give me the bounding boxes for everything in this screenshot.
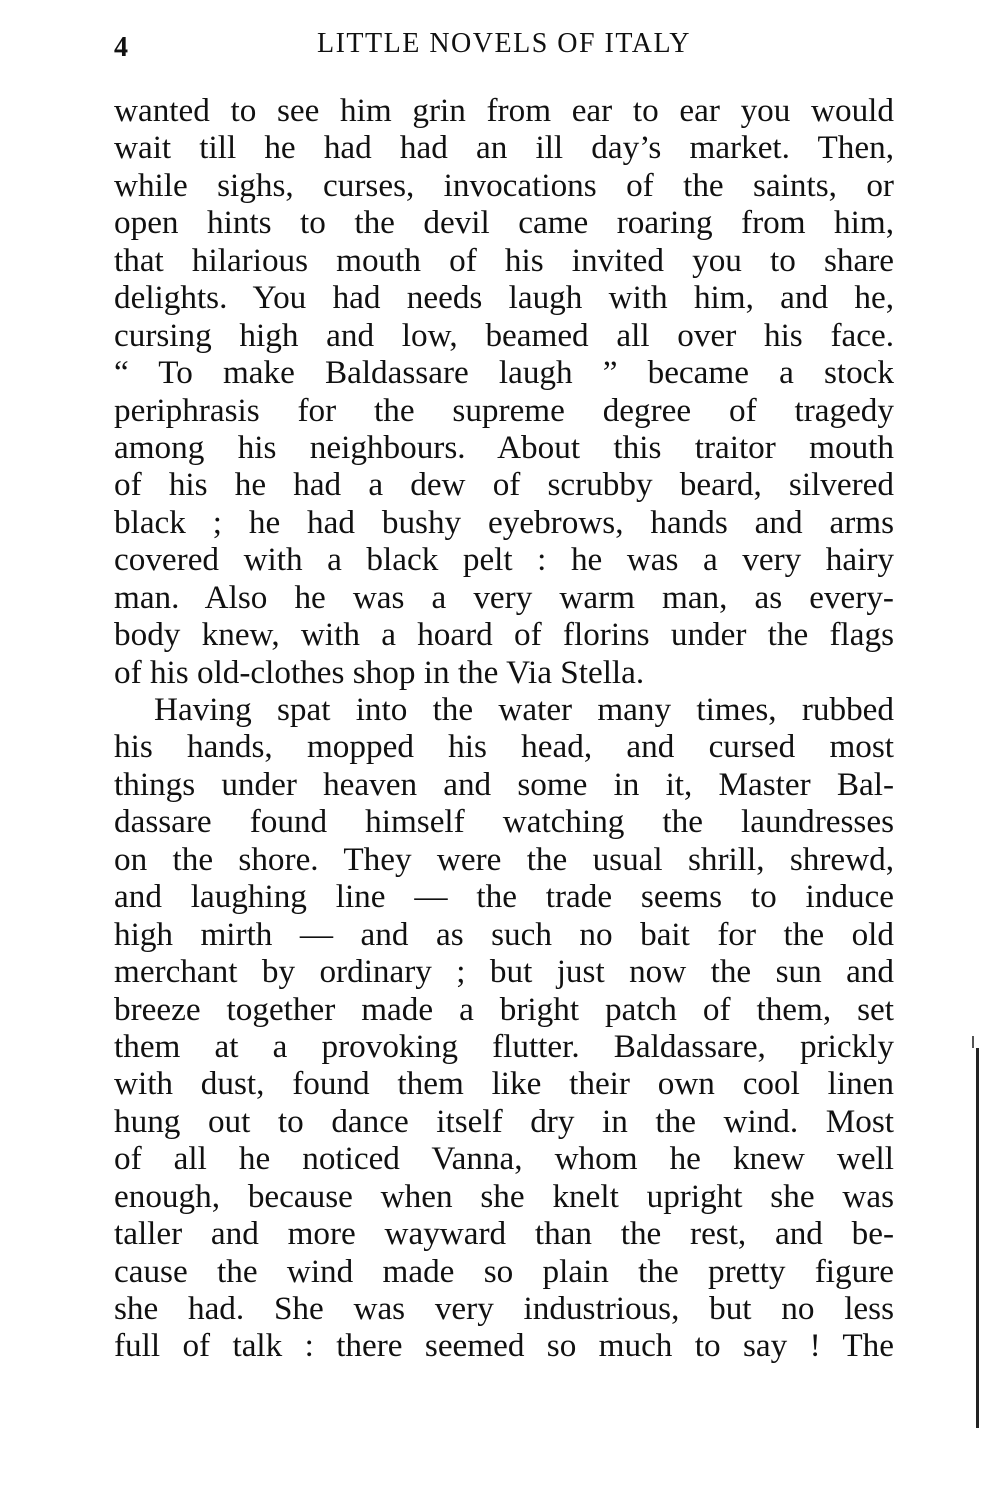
text-line: that hilarious mouth of his invited you to share bbox=[114, 241, 894, 279]
paragraph-first-line: Having spat into the water many times, rubbed bbox=[154, 691, 894, 728]
text-line: hung out to dance itself dry in the wind. Most bbox=[114, 1102, 894, 1140]
running-head bbox=[114, 26, 894, 66]
text-line: on the shore. They were the usual shrill, shrewd, bbox=[114, 840, 894, 878]
text-line: periphrasis for the supreme degree of tragedy bbox=[114, 391, 894, 429]
text-line: full of talk : there seemed so much to say ! The bbox=[114, 1327, 894, 1365]
running-title: LITTLE NOVELS OF ITALY bbox=[316, 28, 691, 59]
text-line: high mirth — and as such no bait for the old bbox=[114, 915, 894, 953]
text-line: dassare found himself watching the laundresses bbox=[114, 803, 894, 841]
text-line: his hands, mopped his head, and cursed most bbox=[114, 728, 894, 766]
text-line: black ; he had bushy eyebrows, hands and arms bbox=[114, 503, 894, 541]
scan-edge-line bbox=[976, 1048, 979, 1428]
text-line: things under heaven and some in it, Master Bal- bbox=[114, 765, 894, 803]
scan-edge-mark bbox=[972, 1036, 974, 1048]
page-number: 4 bbox=[114, 32, 128, 63]
text-line: cause the wind made so plain the pretty figure bbox=[114, 1252, 894, 1290]
text-line: and laughing line — the trade seems to induce bbox=[114, 878, 894, 916]
text-line: enough, because when she knelt upright she was bbox=[114, 1177, 894, 1215]
text-line: among his neighbours. About this traitor mouth bbox=[114, 428, 894, 466]
text-line: body knew, with a hoard of florins under the flags bbox=[114, 616, 894, 654]
text-line: open hints to the devil came roaring from him, bbox=[114, 204, 894, 242]
paragraph-last-line: of his old-clothes shop in the Via Stella. bbox=[114, 653, 645, 691]
text-line: taller and more wayward than the rest, and be- bbox=[114, 1215, 894, 1253]
text-line: wanted to see him grin from ear to ear you would bbox=[114, 92, 894, 129]
text-line: delights. You had needs laugh with him, and he, bbox=[114, 279, 894, 317]
text-line: man. Also he was a very warm man, as every- bbox=[114, 578, 894, 616]
text-line: “ To make Baldassare laugh ” became a stock bbox=[114, 354, 894, 392]
text-line: merchant by ordinary ; but just now the sun and bbox=[114, 953, 894, 991]
text-line: of his he had a dew of scrubby beard, silvered bbox=[114, 466, 894, 504]
text-line: covered with a black pelt : he was a very hairy bbox=[114, 541, 894, 579]
text-line: of all he noticed Vanna, whom he knew well bbox=[114, 1140, 894, 1178]
text-line: she had. She was very industrious, but no less bbox=[114, 1290, 894, 1327]
body-text bbox=[114, 92, 894, 1365]
text-line: wait till he had had an ill day’s market. Then, bbox=[114, 129, 894, 167]
text-line: cursing high and low, beamed all over his face. bbox=[114, 316, 894, 354]
text-line: while sighs, curses, invocations of the saints, or bbox=[114, 166, 894, 204]
text-line: with dust, found them like their own cool linen bbox=[114, 1065, 894, 1103]
text-line: breeze together made a bright patch of them, set bbox=[114, 990, 894, 1028]
text-line: them at a provoking flutter. Baldassare, prickly bbox=[114, 1027, 894, 1065]
